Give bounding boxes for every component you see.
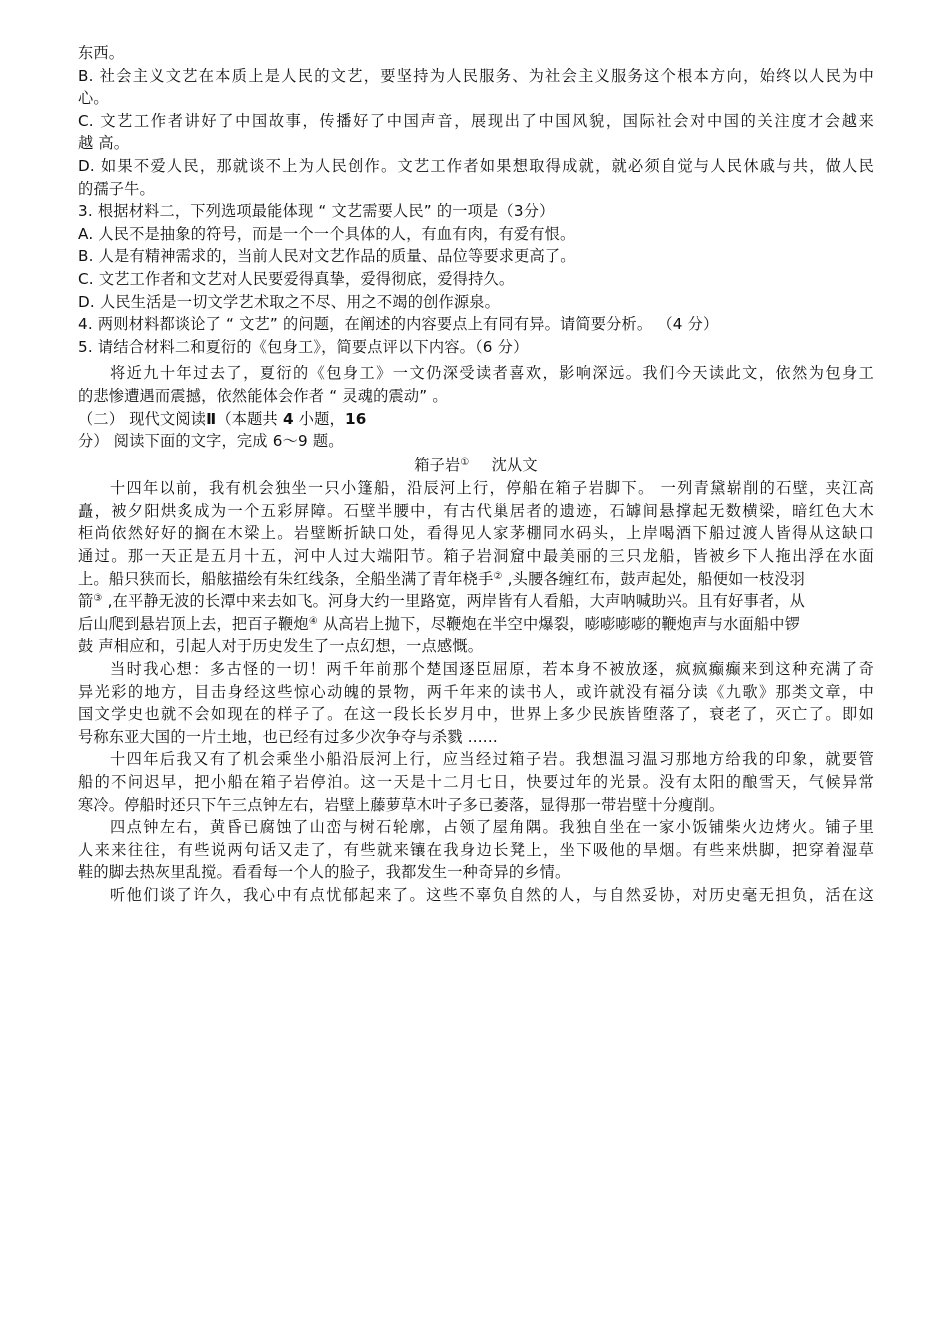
q2-option-c-tail: 东西。 — [78, 44, 125, 62]
q3-option-a: A. 人民不是抽象的符号，而是一个一个具体的人，有血有肉，有爱有恨。 — [78, 224, 576, 243]
article-p1-line: 十四年以前，我有机会独坐一只小篷船，沿辰河上行，停船在箱子岩脚下。 一列青黛崭削的石壁，夹江高 — [110, 479, 874, 498]
article-p2-line: 号称东亚大国的一片土地，也已经有过多少次争夺与杀戮 ...... — [78, 727, 498, 746]
article-p1-line: 后山爬到悬岩顶上去，把百子鞭炮④ 从高岩上抛下，尽鞭炮在半空中爆裂，嘭嘭嘭嘭的鞭炮声与水面船中锣 — [78, 614, 801, 633]
q2-option-c-line1: C. 文艺工作者讲好了中国故事，传播好了中国声音，展现出了中国风貌，国际社会对中国的关注度才会越来 — [78, 111, 874, 130]
article-p2-line: 国文学史也就不会如现在的样子了。在这一段长长岁月中，世界上多少民族皆堕落了，衰老了，灭亡了。即如 — [78, 705, 874, 724]
q2-option-b-line1: B. 社会主义文艺在本质上是人民的文艺，要坚持为人民服务、为社会主义服务这个根本方向，始终以人民为中 — [78, 66, 874, 85]
q5-stem: 5. 请结合材料二和夏衍的《包身工》，简要点评以下内容。（6 分） — [78, 337, 529, 356]
article-p4-line: 人来来往往，有些说两句话又走了，有些就来镶在我身边长凳上，坐下吸他的旱烟。有些来烘脚，把穿着湿草 — [78, 840, 874, 859]
q3-stem: 3. 根据材料二，下列选项最能体现 “ 文艺需要人民” 的一项是（3分） — [78, 202, 555, 221]
article-p1-line: 上。船只狭而长，船舷描绘有朱红线条，全船坐满了青年桡手② ,头腰各缠红布，鼓声起处，船便如一枝没羽 — [78, 569, 806, 588]
q5-quote-line1: 将近九十年过去了，夏衍的《包身工》一文仍深受读者喜欢，影响深远。我们今天读此文，依然为包身工 — [110, 364, 874, 383]
article-p4-line: 鞋的脚去热灰里乱搅。看看每一个人的脸子，我都发生一种奇异的乡情。 — [78, 863, 571, 882]
article-p3-line: 十四年后我又有了机会乘坐小船沿辰河上行，应当经过箱子岩。我想温习温习那地方给我的印象，就要管 — [110, 750, 874, 769]
section-heading: （二） 现代文阅读Ⅱ（本题共 4 小题，16 — [78, 409, 367, 428]
q3-option-d: D. 人民生活是一切文学艺术取之不尽、用之不竭的创作源泉。 — [78, 292, 501, 311]
section-instruction: 分） 阅读下面的文字，完成 6～9 题。 — [78, 432, 344, 451]
article-p3-line: 船的不问迟早，把小船在箱子岩停泊。这一天是十二月七日，快要过年的光景。没有太阳的酿雪天，气候异常 — [78, 773, 874, 791]
q2-option-d-line1: D. 如果不爱人民，那就谈不上为人民创作。文艺工作者如果想取得成就，就必须自觉与人民休戚与共，做人民 — [78, 156, 874, 175]
q3-option-b: B. 人是有精神需求的，当前人民对文艺作品的质量、品位等要求更高了。 — [78, 247, 576, 266]
document-page — [78, 42, 874, 907]
article-author: 沈从文 — [491, 455, 538, 474]
article-p5-line: 听他们谈了许久，我心中有点忧郁起来了。这些不辜负自然的人，与自然妥协，对历史毫无担负，活在这 — [110, 885, 874, 904]
q2-option-b-line2: 心。 — [78, 89, 109, 108]
article-p1-line: 矗，被夕阳烘炙成为一个五彩屏障。石壁半腰中，有古代巢居者的遗迹，石罅间悬撑起无数横梁，暗红色大木 — [78, 501, 874, 520]
q5-quote-line2: 的悲惨遭遇而震撼，依然能体会作者 “ 灵魂的震动” 。 — [78, 386, 448, 405]
q4-stem: 4. 两则材料都谈论了 “ 文艺” 的问题，在阐述的内容要点上有同有异。请简要分析。 （4 分） — [78, 315, 719, 334]
article-p4-line: 四点钟左右，黄昏已腐蚀了山峦与树石轮廓，占领了屋角隅。我独自坐在一家小饭铺柴火边烤火。铺子里 — [110, 818, 874, 837]
article-title: 箱子岩① 沈从文 — [414, 455, 538, 474]
article-p2-line: 当时我心想：多古怪的一切！两千年前那个楚国逐臣屈原，若本身不被放逐，疯疯癫癫来到这种充满了奇 — [110, 660, 874, 679]
article-p1-line: 通过。那一天正是五月十五，河中人过大端阳节。箱子岩洞窟中最美丽的三只龙船，皆被乡下人拖出浮在水面 — [78, 547, 874, 566]
q2-option-d-line2: 的孺子牛。 — [78, 179, 155, 198]
q3-option-c: C. 文艺工作者和文艺对人民要爱得真挚，爱得彻底，爱得持久。 — [78, 269, 515, 288]
article-p1-line: 柜尚依然好好的搁在木梁上。岩壁断折缺口处，看得见人家茅棚同水码头，上岸喝酒下船过渡人皆得从这缺口 — [78, 524, 874, 543]
article-p2-line: 异光彩的地方，目击身经这些惊心动魄的景物，两千年来的读书人，或许就没有福分读《九歌》那类文章，中 — [78, 682, 874, 701]
q2-option-c-line2: 越 高。 — [78, 134, 130, 153]
article-p3-line: 寒冷。停船时还只下午三点钟左右，岩壁上藤萝草木叶子多已萎落，显得那一带岩壁十分瘦削。 — [78, 795, 725, 814]
article-p1-line: 鼓 声相应和，引起人对于历史发生了一点幻想，一点感慨。 — [78, 637, 484, 656]
article-p1-line: 箭③ ,在平静无波的长潭中来去如飞。河身大约一里路宽，两岸皆有人看船，大声呐喊助兴。且有好事者，从 — [78, 592, 806, 611]
